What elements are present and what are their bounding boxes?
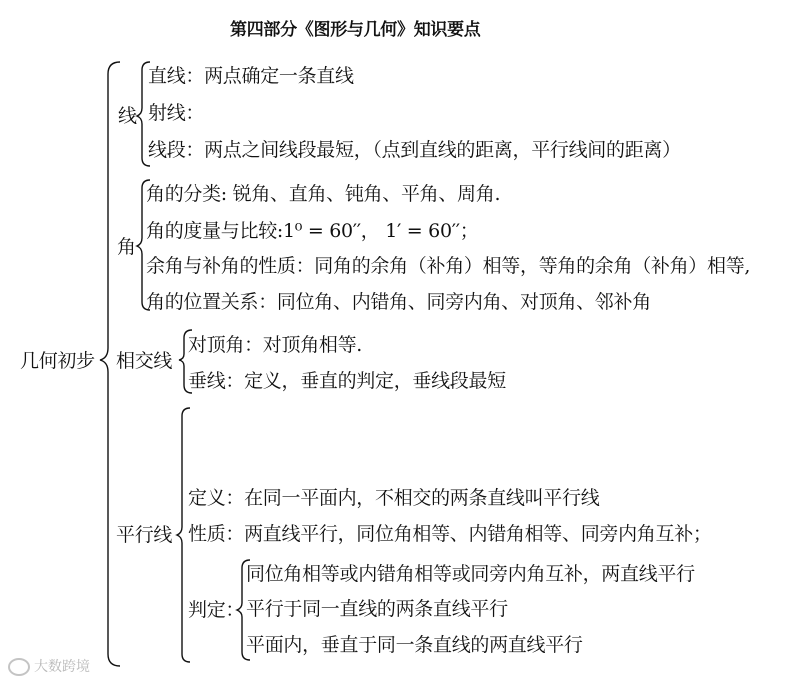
judge-item-3: 平面内，垂直于同一条直线的两直线平行 (246, 634, 583, 656)
intersect-label: 相交线 (116, 350, 173, 372)
line-item-2: 射线： (148, 102, 205, 124)
intersect-item-2: 垂线：定义，垂直的判定，垂线段最短 (188, 370, 506, 392)
angle-item-1: 角的分类: 锐角、直角、钝角、平角、周角. (146, 183, 501, 205)
angle-item-2: 角的度量与比较:1⁰ = 60′′， 1′ = 60′′； (146, 220, 479, 242)
intersect-item-1: 对顶角：对顶角相等. (188, 334, 363, 356)
judge-item-1: 同位角相等或内错角相等或同旁内角互补，两直线平行 (246, 563, 695, 585)
parallel-label: 平行线 (116, 524, 173, 546)
watermark-text: 大数跨境 (34, 659, 90, 675)
parallel-item-1: 定义：在同一平面内，不相交的两条直线叫平行线 (188, 487, 600, 509)
line-item-1: 直线：两点确定一条直线 (148, 65, 354, 87)
angle-label: 角 (117, 236, 136, 258)
angle-item-3: 余角与补角的性质：同角的余角（补角）相等，等角的余角（补角）相等, (146, 255, 751, 277)
judge-item-2: 平行于同一直线的两条直线平行 (246, 598, 508, 620)
angle-item-4: 角的位置关系：同位角、内错角、同旁内角、对顶角、邻补角 (146, 291, 651, 313)
line-item-3: 线段：两点之间线段最短，（点到直线的距离，平行线间的距离） (148, 139, 681, 161)
parallel-item-2: 性质：两直线平行，同位角相等、内错角相等、同旁内角互补； (188, 523, 712, 545)
judge-label: 判定： (188, 599, 245, 621)
watermark (8, 656, 90, 676)
watermark-logo-icon (8, 658, 30, 676)
root-label: 几何初步 (20, 350, 95, 372)
page-title: 第四部分《图形与几何》知识要点 (230, 20, 481, 40)
line-label: 线 (118, 105, 137, 127)
